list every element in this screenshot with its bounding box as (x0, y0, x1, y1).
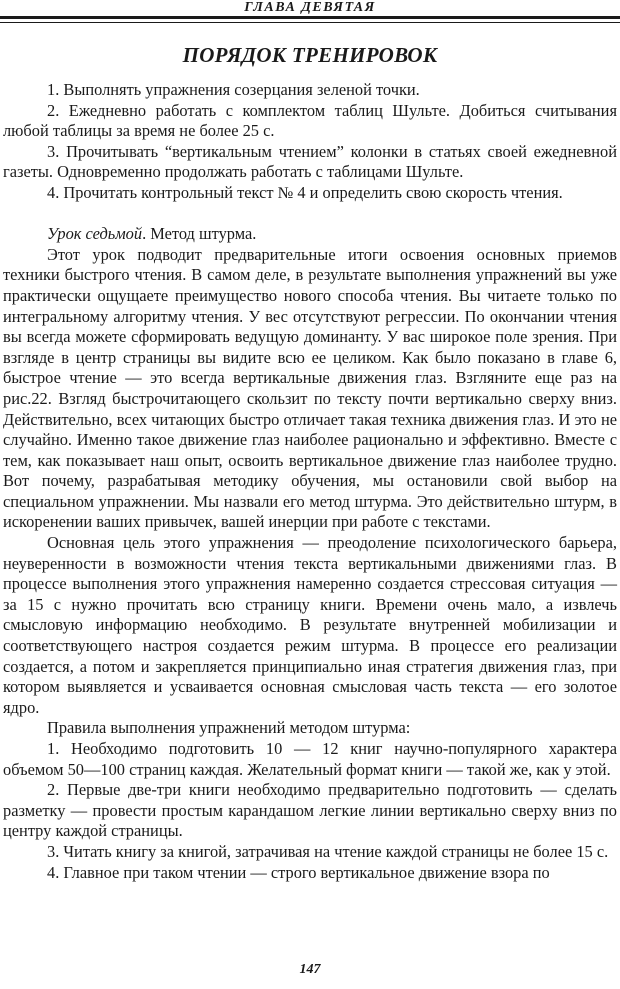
step-3: 3. Прочитывать “вертикальным чтением” колонки в статьях своей ежедневной газеты. Одновременно продолжать работать с таблицами Шульте. (3, 141, 617, 182)
rule-3: 3. Читать книгу за книгой, затрачивая на чтение каждой страницы не более 15 с. (47, 841, 609, 861)
lesson-title: . Метод штурма. (142, 224, 257, 244)
running-header: ГЛАВА ДЕВЯТАЯ (244, 0, 376, 15)
lesson-label: Урок седьмой (47, 224, 143, 244)
rule-2: 2. Первые две-три книги необходимо предварительно подготовить — сделать разметку — провести простым карандашом легкие линии вертикально сверху вниз по центру каждой страницы. (3, 780, 617, 841)
lesson-heading (3, 224, 617, 245)
section-title: ПОРЯДОК ТРЕНИРОВОК (182, 43, 438, 67)
rule-1: 1. Необходимо подготовить 10 — 12 книг научно-популярного характера объемом 50—100 страниц каждая. Желательный формат книги — такой же, как у этой. (3, 739, 617, 779)
header-rule-thin (0, 22, 620, 23)
step-1: 1. Выполнять упражнения созерцания зеленой точки. (47, 80, 420, 99)
paragraph-rules-heading: Правила выполнения упражнений методом штурма: (47, 718, 411, 738)
rule-4: 4. Главное при таком чтении — строго вертикальное движение взора по (47, 862, 550, 882)
page-number: 147 (299, 962, 321, 977)
paragraph-goal: Основная цель этого упражнения — преодоление психологического барьера, неуверенности в возможности чтения текста вертикальными движениями глаз. В процессе выполнения этого упражнения намеренно создается стрессовая ситуация — за 15 с нужно прочитать всю страницу книги. Времени очень мало, а извлечь смысловую информацию необходимо. В результате внутренней мобилизации и соответствующего настроя создается режим штурма. В процессе его реализации создается, а потом и закрепляется принципиально иная стратегия движения глаз, при котором выявляется и усваивается основная смысловая часть текста — его золотое ядро. (3, 533, 617, 717)
page-body (3, 80, 617, 883)
step-2: 2. Ежедневно работать с комплектом таблиц Шульте. Добиться считывания любой таблицы за время не более 25 с. (3, 100, 617, 141)
header-rule-thick (0, 16, 620, 19)
step-4: 4. Прочитать контрольный текст № 4 и определить свою скорость чтения. (47, 182, 563, 202)
paragraph-intro: Этот урок подводит предварительные итоги освоения основных приемов техники быстрого чтения. В самом деле, в результате выполнения упражнений вы уже практически ощущаете преимущество нового способа чтения. Вы читаете только по интегральному алгоритму чтения. У вес отсутствуют регрессии. По окончании чтения вы всегда можете сформировать ведущую доминанту. У вас широкое поле зрения. При взгляде в центр страницы вы видите всю ее целиком. Как было показано в главе 6, быстрое чтение — это всегда вертикальные движения глаз. Взгляните еще раз на рис.22. Взгляд быстрочитающего скользит по тексту почти вертикально сверху вниз. Действительно, всех читающих быстро отличает такая техника движения глаз. И это не случайно. Именно такое движение глаз наиболее рационально и эффективно. Вместе с тем, как показывает наш опыт, освоить вертикальное движение глаз наиболее трудно. Вот почему, разрабатывая методику обучения, мы остановили свой выбор на специальном упражнении. Мы назвали его метод штурма. Это действительно штурм, в искоренении ваших привычек, вашей инерции при работе с текстами. (3, 244, 617, 532)
